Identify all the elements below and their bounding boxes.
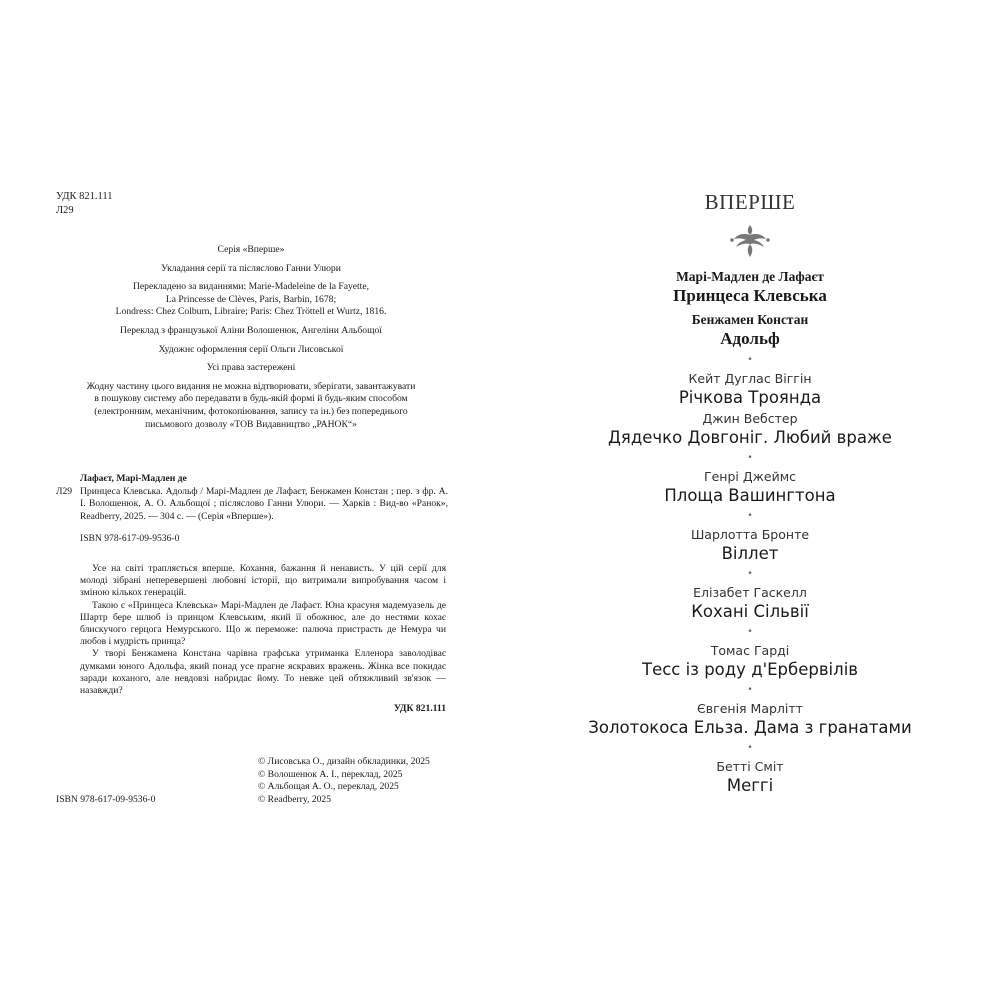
annotation-paragraph: Усе на світі трапляється вперше. Кохання, бажання й ненависть. У цій серії для молоді зібрані неперевершені любовні історії, що витримали випробування часом і зміною кількох генерацій. (80, 563, 446, 599)
bullet-separator: • (747, 627, 753, 637)
book-title: Золотокоса Ельза. Дама з гранатами (588, 718, 912, 737)
bullet-separator: • (747, 355, 753, 365)
featured-title: Принцеса Клевська (673, 286, 827, 305)
udk-code: УДК 821.111 (56, 191, 113, 202)
imprint-rights: Усі права застережені (206, 362, 296, 374)
imprint-block (56, 244, 446, 437)
copyright-line: © Лисовська О., дизайн обкладинки, 2025 (258, 756, 430, 767)
catalog-description: Принцеса Клевська. Адольф / Марі-Мадлен де Лафаєт, Бенжамен Констан ; пер. з фр. А. І. Волошенюк, А. О. Альбощої ; післяслово Ганни Улюри. — Харків : Вид-во «Ранок», Readberry, 2025. — 304 с. — (Серія «Вперше»). (80, 485, 448, 522)
featured-title: Адольф (720, 329, 780, 348)
book-author: Томас Гарді (710, 643, 790, 658)
fleuron-ornament-icon (728, 223, 772, 259)
annotation-udk: УДК 821.111 (393, 703, 446, 715)
book-author: Бетті Сміт (716, 759, 784, 774)
imprint-compiler: Укладання серії та післяслово Ганни Улюри (161, 262, 341, 274)
annotation-paragraph: Такою є «Принцеса Клевська» Марі-Мадлен де Лафаєт. Юна красуня мадемуазель де Шартр бере шлюб із принцом Клевським, який її обожнює, але до нестями кохає блискучого герцога Немурського. Що ж переможе: палюча пристрасть де Немура чи любов і мудрість принца? (80, 599, 446, 648)
book-author: Генрі Джеймс (703, 469, 796, 484)
bullet-separator: • (747, 569, 753, 579)
copyright-line: © Readberry, 2025 (258, 793, 332, 805)
book-title: Кохані Сільвії (691, 602, 809, 621)
featured-author: Бенжамен Констан (691, 312, 809, 327)
imprint-translators: Переклад з французької Аліни Волошенюк, Ангеліни Альбощої (120, 324, 382, 336)
imprint-sources: Перекладено за виданнями: Marie-Madeleine de la Fayette, La Princesse de Clèves, Paris, Barbin, 1678; Londress: Chez Colburn, Libraire; Paris: Chez Tröttell et Wurtz, 1816. (115, 281, 387, 318)
udk-block (56, 190, 113, 218)
imprint-notice: Жодну частину цього видання не можна відтворювати, зберігати, завантажувати в пошукову систему або передавати в будь-якій формі й будь-яким способом (електронним, механічним, фотокопіювання, запису та ін.) без попереднього письмового дозволу «ТОВ Видавництво „РАНОК“» (86, 380, 416, 430)
book-title: Річкова Троянда (678, 388, 822, 407)
copyright-block (258, 756, 430, 806)
catalog-isbn: ISBN 978-617-09-9536-0 (80, 533, 180, 545)
book-title: Тесс із роду д'Ербервілів (641, 660, 858, 679)
book-author: Кейт Дуглас Віггін (688, 371, 812, 386)
catalog-name: Лафаєт, Марі-Мадлен де (80, 473, 187, 484)
book-title: Меггі (726, 776, 774, 795)
book-author: Елізабет Гаскелл (693, 585, 807, 600)
series-list (560, 190, 940, 795)
catalog-code: Л29 (56, 485, 73, 497)
copyright-line: © Альбощая А. О., переклад, 2025 (258, 781, 399, 793)
catalog-card (56, 473, 448, 546)
book-author: Шарлотта Бронте (690, 527, 810, 542)
imprint-designer: Художнє оформлення серії Ольги Лисовської (158, 343, 344, 355)
copyright-line: © Волошенюк А. І., переклад, 2025 (258, 768, 403, 780)
annotation-paragraph: У творі Бенжамена Констана чарівна графська утриманка Елленора заволодіває думками юного Адольфа, який понад усе прагне яскравих вражень. Жінка все покидає заради коханого, але невдовзі набридає йому. То невже цей обтяжливий зв'язок — назавжди? (80, 648, 446, 697)
imprint-series: Серія «Вперше» (217, 244, 285, 255)
book-author: Джин Вебстер (702, 411, 798, 426)
bullet-separator: • (747, 511, 753, 521)
book-title: Площа Вашингтона (664, 486, 836, 505)
book-title: Дядечко Довгоніг. Любий враже (608, 428, 892, 447)
bullet-separator: • (747, 743, 753, 753)
featured-author: Марі-Мадлен де Лафаєт (676, 269, 824, 284)
isbn-bottom: ISBN 978-617-09-9536-0 (56, 794, 156, 805)
bullet-separator: • (747, 685, 753, 695)
series-title: ВПЕРШЕ (704, 190, 796, 214)
book-author: Євгенія Марлітт (697, 701, 803, 716)
annotation-block (80, 563, 446, 715)
book-title: Віллет (721, 544, 779, 563)
author-mark: Л29 (56, 205, 74, 216)
bullet-separator: • (747, 453, 753, 463)
